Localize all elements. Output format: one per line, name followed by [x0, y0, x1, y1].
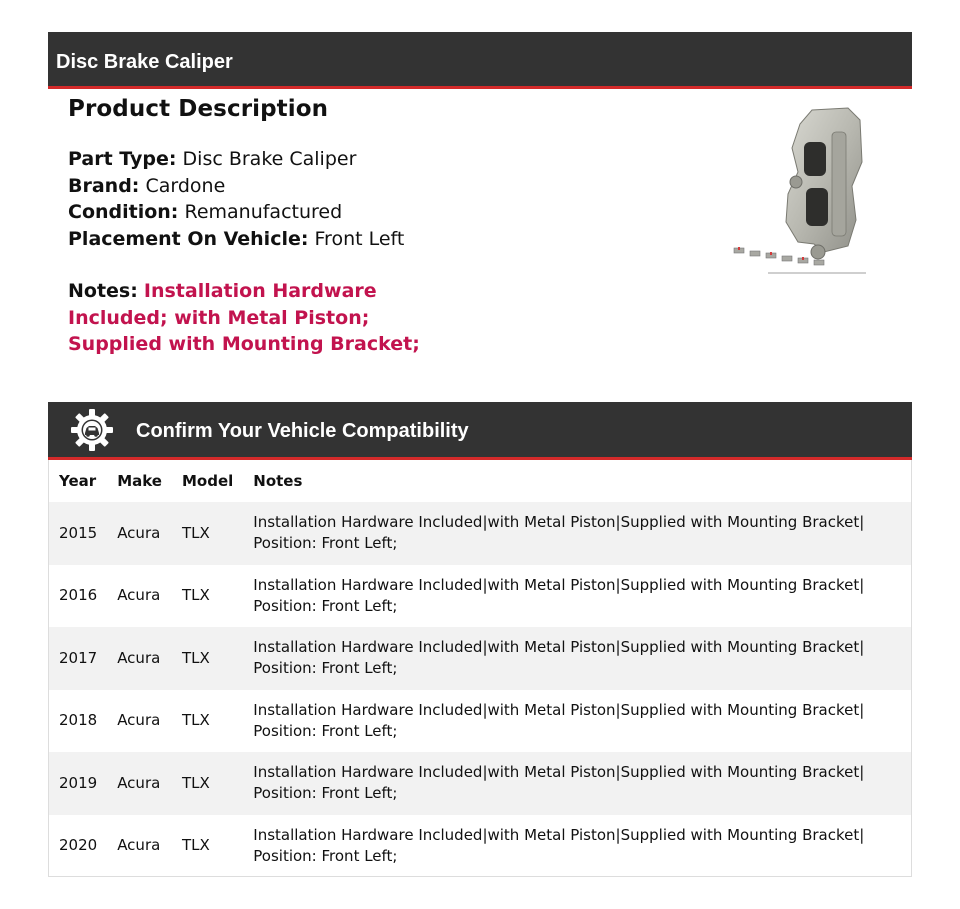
col-header-make: Make: [117, 472, 162, 490]
cell-year: 2018: [59, 711, 98, 730]
product-description: [68, 96, 708, 358]
col-header-notes: Notes: [253, 472, 303, 490]
cell-make: Acura: [107, 502, 172, 565]
table-row: [49, 627, 911, 690]
cell-year: 2017: [49, 627, 107, 690]
cell-make: Acura: [117, 586, 161, 605]
product-title: Disc Brake Caliper: [56, 50, 233, 73]
spec-placement: Placement On Vehicle: Front Left: [68, 227, 405, 250]
cell-notes: Installation Hardware Included|with Metal Piston|Supplied with Mounting Bracket| Position: Front Left;: [243, 627, 911, 690]
cell-model: TLX: [181, 711, 210, 730]
table-row: [49, 815, 911, 878]
compatibility-table: [49, 460, 911, 877]
table-row: [49, 565, 911, 628]
cell-model: TLX: [181, 586, 210, 605]
cell-notes: Installation Hardware Included|with Metal Piston|Supplied with Mounting Bracket| Position: Front Left;: [253, 575, 865, 615]
compatibility-table-container: [48, 460, 912, 877]
cell-model: TLX: [172, 502, 243, 565]
cell-notes: Installation Hardware Included|with Metal Piston|Supplied with Mounting Bracket| Position: Front Left;: [253, 700, 865, 740]
table-header-row: [49, 460, 911, 502]
cell-make: Acura: [117, 836, 161, 855]
col-header-model: Model: [181, 472, 234, 490]
spec-condition: Condition: Remanufactured: [68, 201, 343, 223]
notes-highlight: Installation Hardware Included; with Metal Piston; Supplied with Mounting Bracket;: [68, 280, 420, 355]
cell-year: 2019: [49, 752, 107, 815]
table-row: [49, 502, 911, 565]
table-row: [49, 690, 911, 753]
cell-model: TLX: [172, 627, 243, 690]
gear-car-icon: [70, 408, 114, 452]
cell-year: 2020: [59, 836, 98, 855]
cell-year: 2016: [59, 586, 98, 605]
spec-brand: Brand: Cardone: [68, 174, 226, 197]
cell-notes: Installation Hardware Included|with Metal Piston|Supplied with Mounting Bracket| Position: Front Left;: [243, 752, 911, 815]
brake-caliper-image: [728, 102, 874, 280]
cell-make: Acura: [107, 627, 172, 690]
cell-model: TLX: [172, 752, 243, 815]
product-notes: Notes: Installation Hardware Included; with Metal Piston; Supplied with Mounting Bracket;: [68, 280, 420, 355]
product-title-bar: [48, 32, 912, 89]
cell-make: Acura: [117, 711, 161, 730]
table-row: [49, 752, 911, 815]
cell-model: TLX: [181, 836, 210, 855]
description-heading: Product Description: [68, 96, 329, 122]
compatibility-header: [48, 402, 912, 460]
cell-make: Acura: [107, 752, 172, 815]
col-header-year: Year: [59, 472, 97, 490]
spec-part-type: Part Type: Disc Brake Caliper: [68, 148, 357, 170]
cell-notes: Installation Hardware Included|with Metal Piston|Supplied with Mounting Bracket| Position: Front Left;: [253, 825, 865, 865]
compatibility-title: Confirm Your Vehicle Compatibility: [136, 420, 469, 442]
cell-year: 2015: [49, 502, 107, 565]
cell-notes: Installation Hardware Included|with Metal Piston|Supplied with Mounting Bracket| Position: Front Left;: [243, 502, 911, 565]
